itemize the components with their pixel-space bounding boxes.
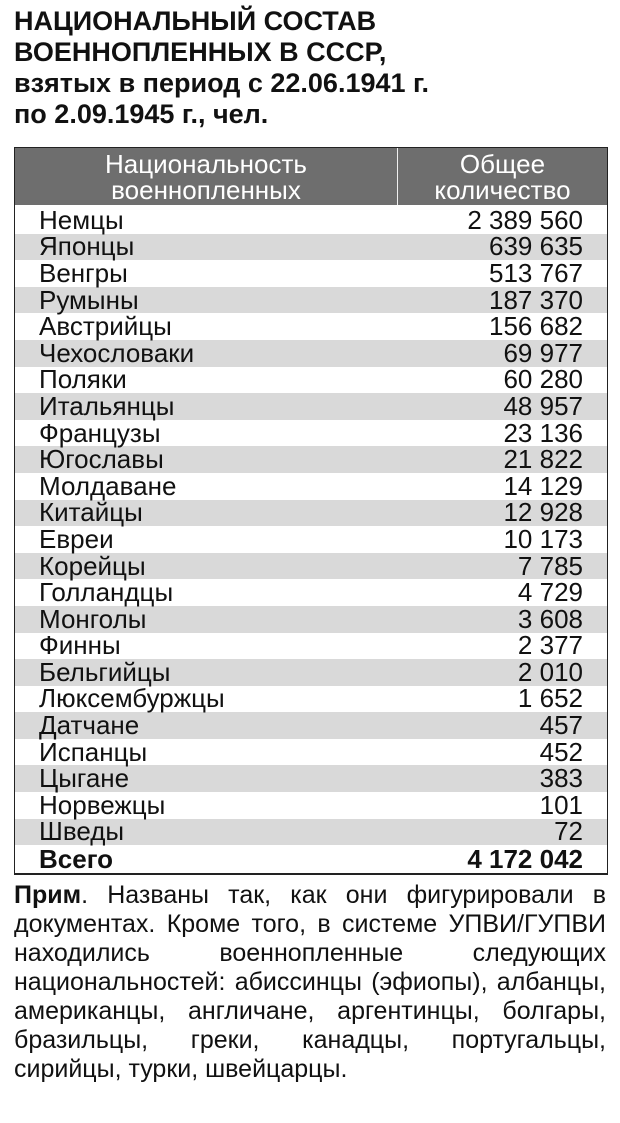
table-row (15, 816, 607, 847)
total-label: Всего (39, 843, 114, 874)
count-cell: 72 (554, 816, 583, 847)
table-total-row (15, 845, 607, 873)
count-cell: 3 608 (517, 603, 583, 634)
table-row (15, 736, 607, 767)
nationality-cell: Финны (39, 630, 121, 661)
table-row (15, 470, 607, 501)
header-total-count (398, 148, 607, 205)
table-row (15, 523, 607, 554)
data-table (14, 147, 608, 875)
nationality-cell: Бельгийцы (39, 656, 171, 687)
count-cell: 23 136 (503, 417, 583, 448)
count-cell: 10 173 (503, 523, 583, 554)
nationality-cell: Евреи (39, 523, 114, 554)
count-cell: 60 280 (503, 364, 583, 395)
count-cell: 101 (539, 789, 583, 820)
table-row (15, 204, 607, 235)
header-nationality-line-1: Национальность (105, 149, 307, 179)
nationality-cell: Югославы (39, 444, 164, 475)
table-body (15, 205, 607, 845)
header-nationality-line-2: военнопленных (111, 175, 301, 205)
count-cell: 513 767 (489, 257, 583, 288)
table-row (15, 313, 607, 340)
table-row (15, 390, 607, 421)
nationality-cell: Чехословаки (39, 337, 195, 368)
count-cell: 452 (539, 736, 583, 767)
table-row (15, 712, 607, 739)
header-nationality (15, 148, 398, 205)
count-cell: 48 957 (503, 390, 583, 421)
nationality-cell: Японцы (39, 231, 135, 262)
document-title (14, 6, 614, 130)
title-line-1: НАЦИОНАЛЬНЫЙ СОСТАВ (14, 6, 377, 36)
nationality-cell: Румыны (39, 284, 139, 315)
table-row (15, 337, 607, 368)
table-row (15, 497, 607, 528)
table-row (15, 579, 607, 606)
table-row (15, 789, 607, 820)
nationality-cell: Австрийцы (39, 311, 172, 342)
title-line-4: по 2.09.1945 г., чел. (14, 99, 269, 129)
nationality-cell: Цыгане (39, 763, 130, 794)
count-cell: 187 370 (489, 284, 583, 315)
table-row (15, 550, 607, 581)
nationality-cell: Французы (39, 417, 161, 448)
nationality-cell: Монголы (39, 603, 147, 634)
count-cell: 14 129 (503, 470, 583, 501)
count-cell: 457 (539, 710, 583, 741)
footnote-label: Прим (14, 881, 82, 909)
total-value: 4 172 042 (467, 843, 583, 874)
nationality-cell: Итальянцы (39, 390, 175, 421)
count-cell: 639 635 (489, 231, 583, 262)
table-row (15, 364, 607, 395)
nationality-cell: Молдаване (39, 470, 177, 501)
nationality-cell: Корейцы (39, 550, 146, 581)
nationality-cell: Датчане (39, 710, 140, 741)
table-row (15, 257, 607, 288)
nationality-cell: Люксембуржцы (39, 683, 225, 714)
title-line-3: взятых в период с 22.06.1941 г. (14, 68, 430, 98)
table-row (15, 656, 607, 687)
nationality-cell: Испанцы (39, 736, 148, 767)
table-row (15, 446, 607, 473)
count-cell: 7 785 (517, 550, 583, 581)
nationality-cell: Шведы (39, 816, 125, 847)
nationality-cell: Поляки (39, 364, 127, 395)
nationality-cell: Голландцы (39, 577, 174, 608)
count-cell: 156 682 (489, 311, 583, 342)
table-row (15, 603, 607, 634)
nationality-cell: Норвежцы (39, 789, 166, 820)
title-line-2: ВОЕННОПЛЕННЫХ В СССР, (14, 37, 387, 67)
footnote (14, 881, 606, 1084)
nationality-cell: Венгры (39, 257, 128, 288)
count-cell: 12 928 (503, 497, 583, 528)
count-cell: 69 977 (503, 337, 583, 368)
header-count-line-1: Общее (459, 149, 546, 179)
table-row (15, 630, 607, 661)
count-cell: 1 652 (517, 683, 583, 714)
table-row (15, 231, 607, 262)
count-cell: 383 (539, 763, 583, 794)
count-cell: 2 010 (517, 656, 583, 687)
table-row (15, 417, 607, 448)
table-row (15, 683, 607, 714)
header-count-line-2: количество (434, 175, 571, 205)
footnote-text: . Названы так, как они фигурировали в документах. Кроме того, в системе УПВИ/ГУПВИ находились военнопленные следующих национальностей: абиссинцы (эфиопы), албанцы, американцы, англичане, аргентинцы, болгары, бразильцы, греки, канадцы, португальцы, сирийцы, турки, швейцарцы. (14, 881, 606, 1083)
table-header (15, 148, 607, 205)
count-cell: 4 729 (517, 577, 583, 608)
count-cell: 2 377 (517, 630, 583, 661)
table-row (15, 765, 607, 792)
count-cell: 2 389 560 (467, 204, 583, 235)
count-cell: 21 822 (503, 444, 583, 475)
nationality-cell: Китайцы (39, 497, 143, 528)
table-row (15, 284, 607, 315)
nationality-cell: Немцы (39, 204, 124, 235)
